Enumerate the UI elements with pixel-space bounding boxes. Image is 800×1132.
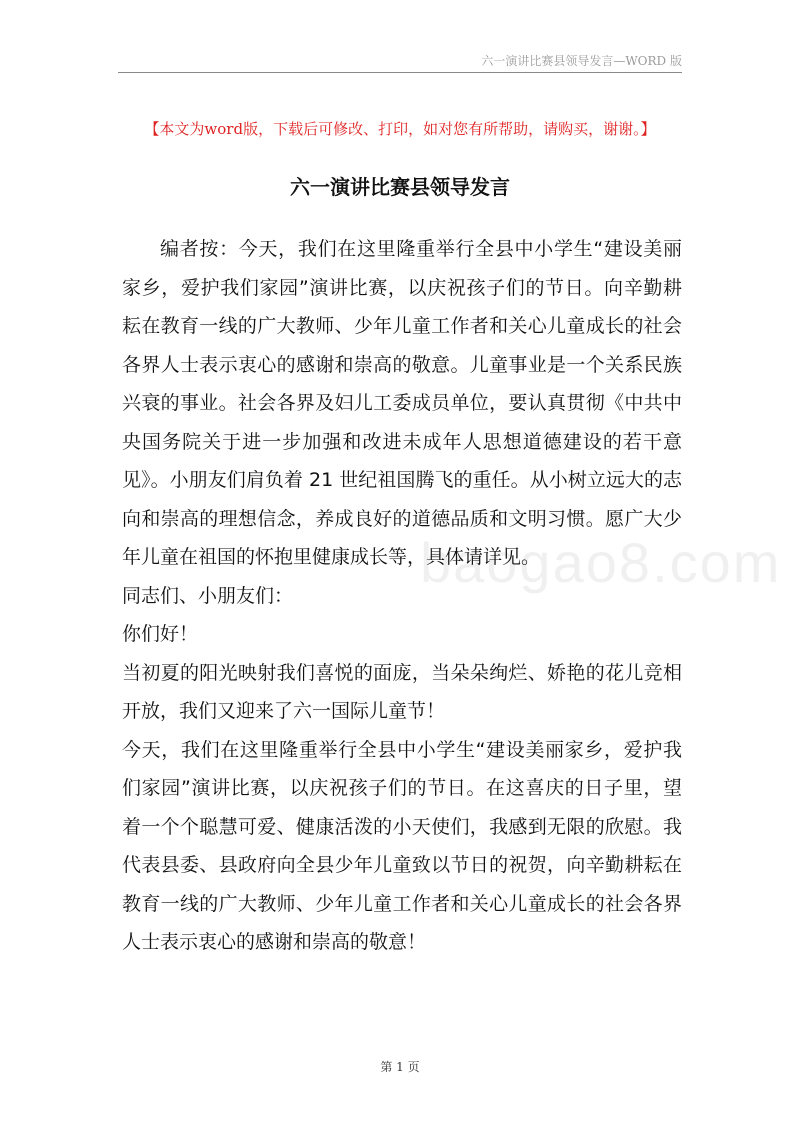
salutation-paragraph: 同志们、小朋友们：: [122, 584, 294, 607]
editor-note-paragraph: 编者按：今天，我们在这里隆重举行全县中小学生“建设美丽家乡，爱护我们家园”演讲比赛，以庆祝孩子们的节日。向辛勤耕耘在教育一线的广大教师、少年儿童工作者和关心儿童成长的社会各界人士表示衷心的感谢和崇高的敬意。儿童事业是一个关系民族兴衰的事业。社会各界及妇儿工委成员单位，要认真贯彻《中共中央国务院关于进一步加强和改进未成年人思想道德建设的若干意见》。小朋友们肩负着 21 世纪祖国腾飞的重任。从小树立远大的志向和崇高的理想信念，养成良好的道德品质和文明习惯。愿广大少年儿童在祖国的怀抱里健康成长等，具体请详见。: [122, 238, 682, 568]
document-body: [122, 230, 682, 962]
document-title: 六一演讲比赛县领导发言: [290, 175, 510, 199]
body-paragraph: 今天，我们在这里隆重举行全县中小学生“建设美丽家乡，爱护我们家园”演讲比赛，以庆祝孩子们的节日。在这喜庆的日子里，望着一个个聪慧可爱、健康活泼的小天使们，我感到无限的欣慰。我代表县委、县政府向全县少年儿童致以节日的祝贺，向辛勤耕耘在教育一线的广大教师、少年儿童工作者和关心儿童成长的社会各界人士表示衷心的感谢和崇高的敬意！: [122, 738, 682, 953]
greeting-paragraph: 你们好！: [122, 623, 199, 645]
download-notice: 【本文为word版，下载后可修改、打印，如对您有所帮助，请购买，谢谢。】: [144, 120, 656, 138]
page-number: 第 1 页: [380, 1060, 420, 1074]
body-paragraph: 当初夏的阳光映射我们喜悦的面庞，当朵朵绚烂、娇艳的花儿竞相开放，我们又迎来了六一国际儿童节！: [122, 661, 682, 722]
watermark: baogao8.com: [420, 531, 782, 594]
page-header: 六一演讲比赛县领导发言—WORD 版: [118, 52, 682, 73]
